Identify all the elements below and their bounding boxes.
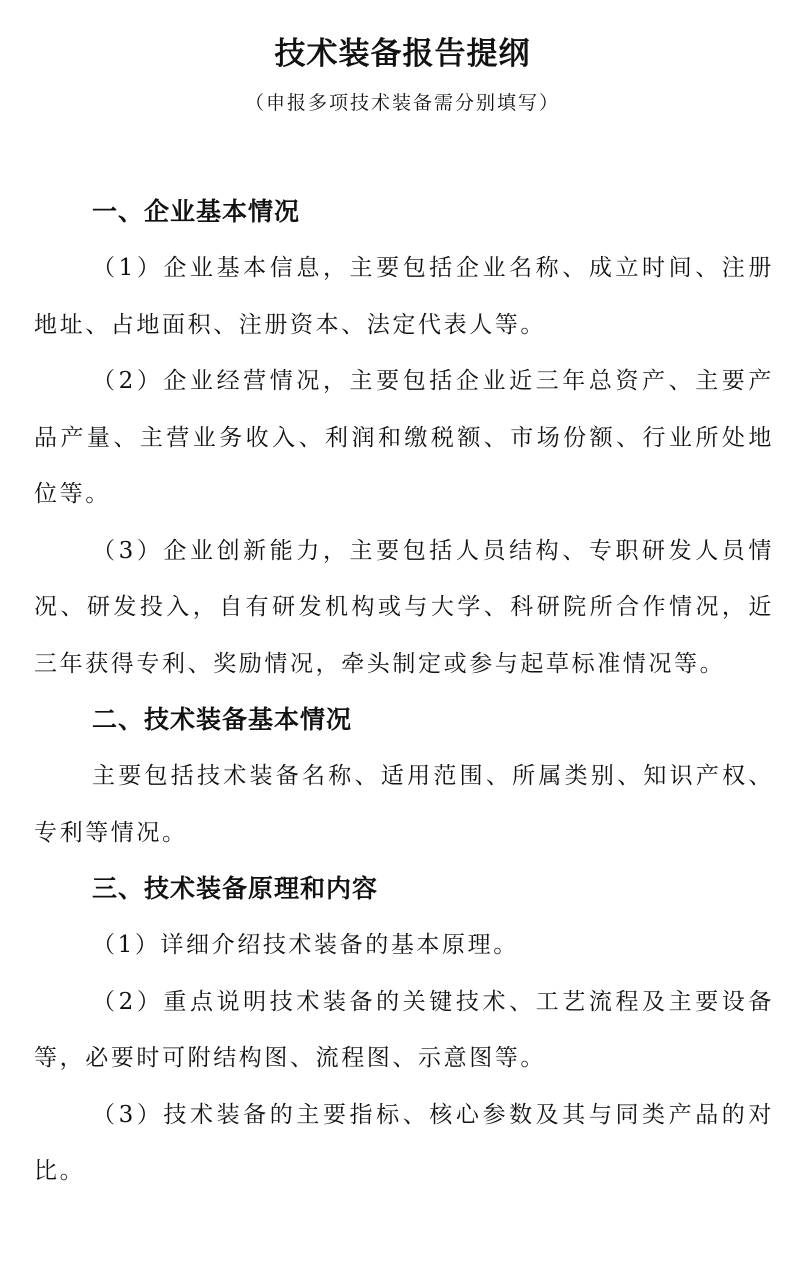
document-body <box>34 184 774 1200</box>
section-enterprise-basics <box>34 184 774 692</box>
section-heading: 二、技术装备基本情况 <box>92 705 353 734</box>
paragraph: （1）企业基本信息，主要包括企业名称、成立时间、注册地址、占地面积、注册资本、法定代表人等。 <box>34 255 774 338</box>
section-equipment-basics <box>34 692 774 861</box>
paragraph: 主要包括技术装备名称、适用范围、所属类别、知识产权、专利等情况。 <box>34 763 774 846</box>
section-heading: 三、技术装备原理和内容 <box>92 874 379 903</box>
document-title: 技术装备报告提纲 <box>274 36 531 72</box>
paragraph: （3）技术装备的主要指标、核心参数及其与同类产品的对比。 <box>34 1101 774 1184</box>
paragraph: （2）重点说明技术装备的关键技术、工艺流程及主要设备等，必要时可附结构图、流程图、示意图等。 <box>34 988 774 1071</box>
paragraph: （2）企业经营情况，主要包括企业近三年总资产、主要产品产量、主营业务收入、利润和缴税额、市场份额、行业所处地位等。 <box>34 368 774 507</box>
section-heading: 一、企业基本情况 <box>92 197 301 226</box>
section-equipment-principle <box>34 861 774 1200</box>
document-subtitle: （申报多项技术装备需分别填写） <box>244 92 560 114</box>
paragraph: （3）企业创新能力，主要包括人员结构、专职研发人员情况、研发投入，自有研发机构或与大学、科研院所合作情况，近三年获得专利、奖励情况，牵头制定或参与起草标准情况等。 <box>34 537 774 677</box>
paragraph: （1）详细介绍技术装备的基本原理。 <box>92 932 519 958</box>
